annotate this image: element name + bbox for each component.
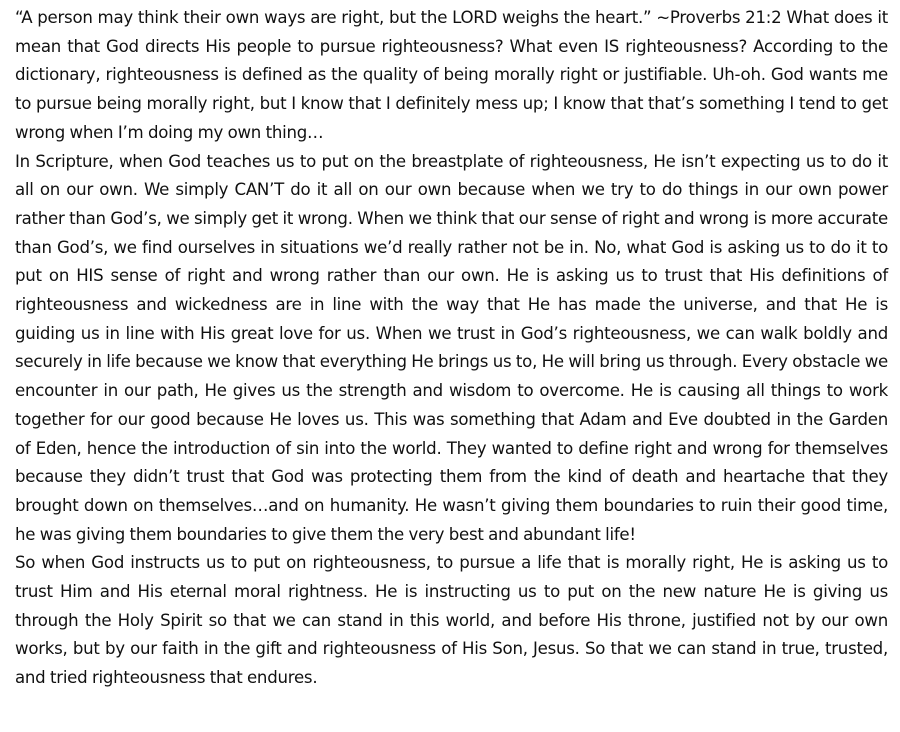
paragraph-breastplate: In Scripture, when God teaches us to put on the breastplate of righteousness, He isn’t expecting us to do it all on our own. We simply CAN’T do it all on our own because when we try to do things in our own power rather than God’s, we simply get it wrong. When we think that our sense of right and wrong is more accurate than God’s, we find ourselves in situations we’d really rather not be in. No, what God is asking us to do it to put on HIS sense of right and wrong rather than our own. He is asking us to trust that His definitions of righteousness and wickedness are in line with the way that He has made the universe, and that He is guiding us in line with His great love for us. When we trust in God’s righteousness, we can walk boldly and securely in life because we know that everything He brings us to, He will bring us through. Every obstacle we encounter in our path, He gives us the strength and wisdom to overcome. He is causing all things to work together for our good because He loves us. This was something that Adam and Eve doubted in the Garden of Eden, hence the introduction of sin into the world. They wanted to define right and wrong for themselves because they didn’t trust that God was protecting them from the kind of death and heartache that they brought down on themselves…and on humanity. He wasn’t giving them boundaries to ruin their good time, he was giving them boundaries to give them the very best and abundant life!	[15, 151, 888, 544]
paragraph-intro: “A person may think their own ways are right, but the LORD weighs the heart.” ~Proverbs 21:2 What does it mean that God directs His people to pursue righteousness? What even IS righteousness? According to the dictionary, righteousness is defined as the quality of being morally right or justifiable. Uh-oh. God wants me to pursue being morally right, but I know that I definitely mess up; I know that that’s something I tend to get wrong when I’m doing my own thing…	[15, 8, 888, 142]
paragraph-conclusion: So when God instructs us to put on righteousness, to pursue a life that is morally right, He is asking us to trust Him and His eternal moral rightness. He is instructing us to put on the new nature He is giving us through the Holy Spirit so that we can stand in this world, and before His throne, justified not by our own works, but by our faith in the gift and righteousness of His Son, Jesus. So that we can stand in true, trusted, and tried righteousness that endures.	[15, 553, 888, 688]
